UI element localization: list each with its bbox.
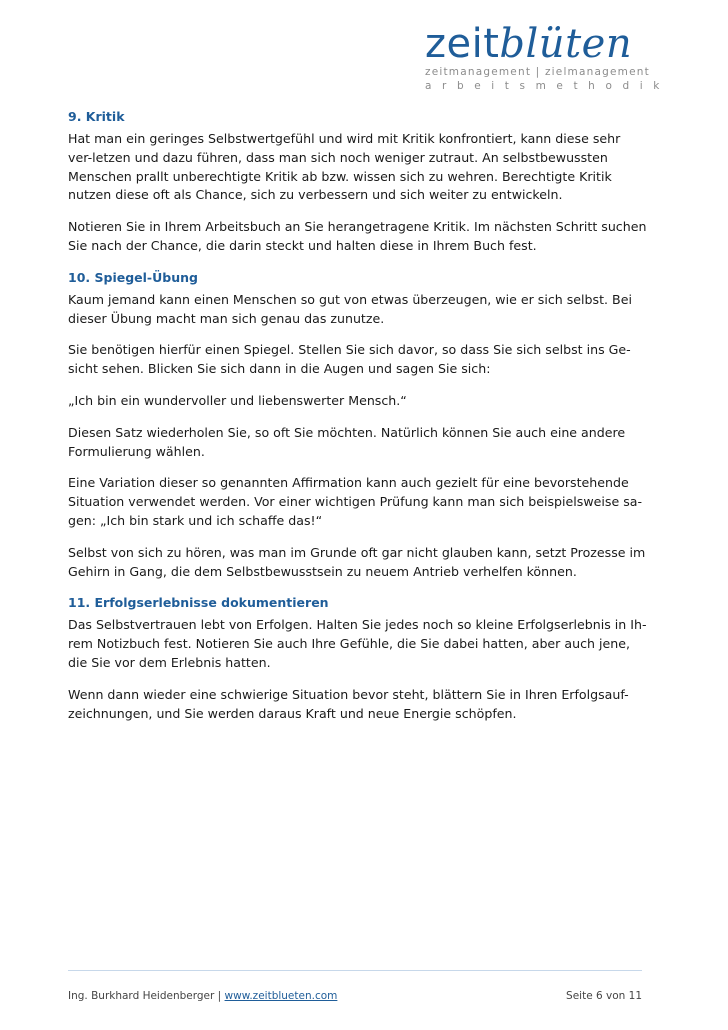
paragraph: Diesen Satz wiederholen Sie, so oft Sie möchten. Natürlich können Sie auch eine andere Formulierung wählen. bbox=[68, 424, 626, 459]
logo-part-zeit: zeit bbox=[425, 21, 500, 67]
logo-wordmark bbox=[425, 21, 643, 67]
footer-website-link[interactable]: www.zeitblueten.com bbox=[224, 990, 338, 1002]
paragraph: Wenn dann wieder eine schwierige Situation bevor steht, blättern Sie in Ihren Erfolgsauf-zeichnungen, und Sie werden daraus Kraft und neue Energie schöpfen. bbox=[68, 686, 629, 721]
paragraph: Das Selbstvertrauen lebt von Erfolgen. Halten Sie jedes noch so kleine Erfolgserlebnis in Ih-rem Notizbuch fest. Notieren Sie auch Ihre Gefühle, die Sie dabei hatten, aber auch jene, die Sie vor dem Erlebnis hatten. bbox=[68, 617, 647, 670]
logo-tagline: zeitmanagement | zielmanagement bbox=[425, 66, 650, 78]
logo-part-blueten: blüten bbox=[499, 21, 633, 67]
document-body bbox=[68, 108, 648, 736]
page-footer bbox=[68, 990, 642, 1002]
footer-divider bbox=[68, 970, 642, 971]
brand-logo bbox=[425, 21, 670, 92]
footer-author: Ing. Burkhard Heidenberger | bbox=[68, 990, 222, 1002]
section-heading: 11. Erfolgserlebnisse dokumentieren bbox=[68, 595, 329, 611]
paragraph: Hat man ein geringes Selbstwertgefühl und wird mit Kritik konfrontiert, kann diese sehr ver-letzen und dazu führen, dass man sich noch weniger zutraut. An selbstbewussten Menschen prallt unberechtigte Kritik ab bzw. wissen sich zu wehren. Berechtigte Kritik nutzen diese oft als Chance, sich zu verbessern und sich weiter zu entwickeln. bbox=[68, 131, 621, 203]
section-spiegel-uebung bbox=[68, 269, 648, 582]
paragraph: Notieren Sie in Ihrem Arbeitsbuch an Sie herangetragene Kritik. Im nächsten Schritt suchen Sie nach der Chance, die darin steckt und halten diese in Ihrem Buch fest. bbox=[68, 219, 647, 253]
section-kritik bbox=[68, 108, 648, 256]
paragraph: Sie benötigen hierfür einen Spiegel. Stellen Sie sich davor, so dass Sie sich selbst ins Ge-sicht sehen. Blicken Sie sich dann in die Augen und sagen Sie sich: bbox=[68, 342, 631, 377]
section-heading: 10. Spiegel-Übung bbox=[68, 269, 198, 285]
paragraph: Selbst von sich zu hören, was man im Grunde oft gar nicht glauben kann, setzt Prozesse im Gehirn in Gang, die dem Selbstbewusstsein zu neuem Antrieb verhelfen können. bbox=[68, 544, 646, 579]
paragraph: Kaum jemand kann einen Menschen so gut von etwas überzeugen, wie er sich selbst. Bei dieser Übung macht man sich genau das zunutze. bbox=[68, 291, 632, 326]
logo-subline: arbeitsmethodik bbox=[425, 80, 670, 92]
section-heading: 9. Kritik bbox=[68, 109, 125, 124]
page-number: Seite 6 von 11 bbox=[566, 990, 642, 1002]
affirmation-quote: „Ich bin ein wundervoller und liebenswerter Mensch.“ bbox=[68, 392, 407, 408]
section-erfolgserlebnisse bbox=[68, 594, 648, 723]
paragraph: Eine Variation dieser so genannten Affirmation kann auch gezielt für eine bevorstehende Situation verwendet werden. Vor einer wichtigen Prüfung kann man sich beispielsweise sa-gen: „Ich bin stark und ich schaffe das!“ bbox=[68, 475, 643, 528]
footer-left bbox=[68, 990, 337, 1002]
